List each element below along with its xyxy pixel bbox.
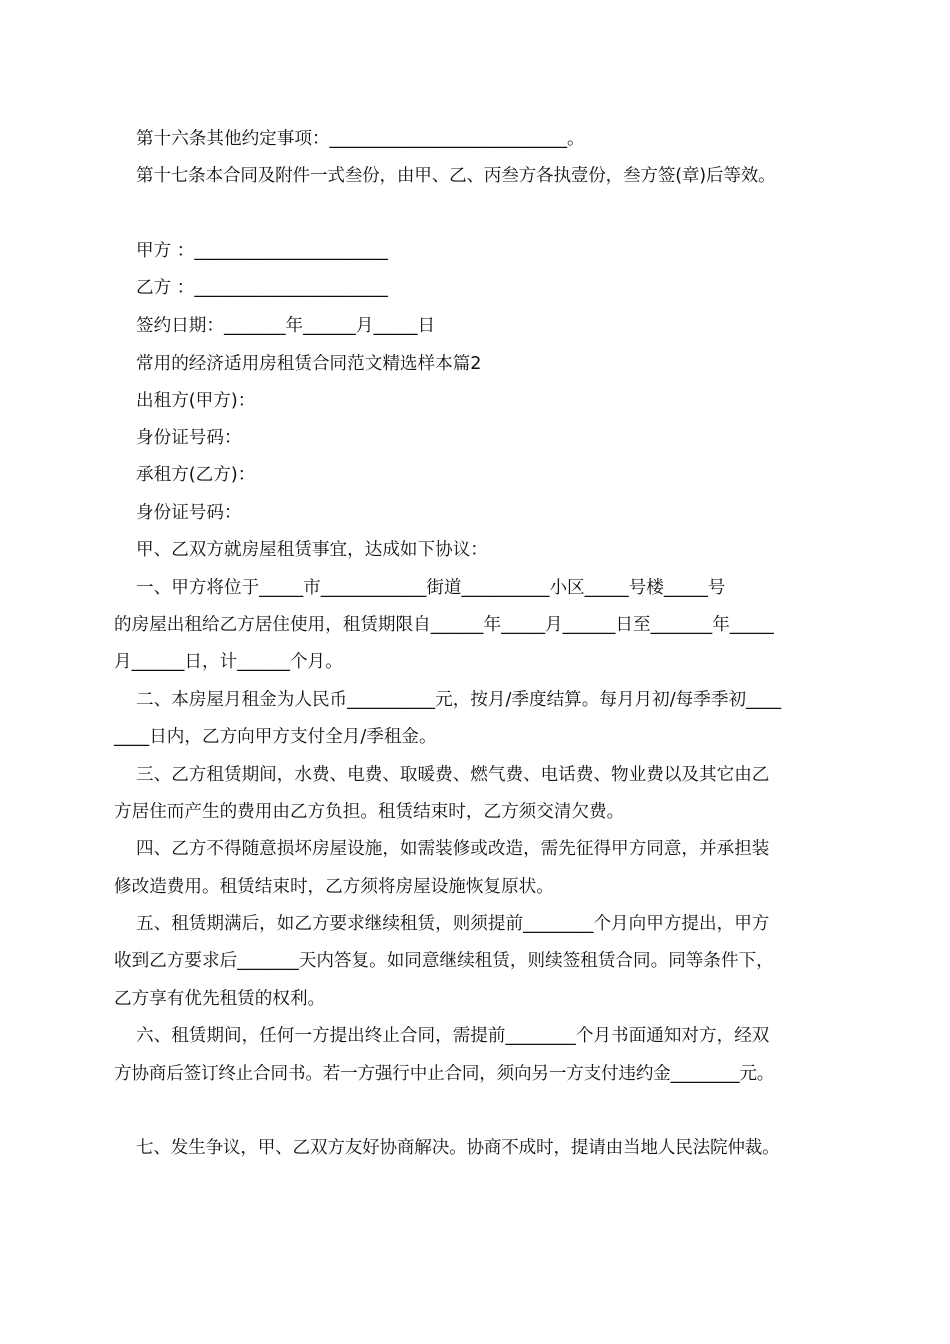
article-6-line-1: 六、租赁期间，任何一方提出终止合同，需提前________个月书面通知对方，经双 xyxy=(136,1026,770,1046)
section-title: 常用的经济适用房租赁合同范文精选样本篇2 xyxy=(136,354,482,374)
lessor-label: 出租方(甲方)： xyxy=(136,391,256,411)
article-4-line-1: 四、乙方不得随意损坏房屋设施，如需装修或改造，需先征得甲方同意，并承担装 xyxy=(136,839,770,859)
article-1-line-3: 月______日，计______个月。 xyxy=(114,652,343,672)
signing-date: 签约日期：_______年______月_____日 xyxy=(136,316,436,336)
article-5-line-2: 收到乙方要求后_______天内答复。如同意继续租赁，则续签租赁合同。同等条件下， xyxy=(114,951,774,971)
article-5-line-3: 乙方享有优先租赁的权利。 xyxy=(114,989,326,1009)
signature-party-b: 乙方 ：______________________ xyxy=(136,278,388,298)
article-1-line-2: 的房屋出租给乙方居住使用，租赁期限自______年_____月______日至_______年_____ xyxy=(114,615,774,635)
article-2-line-1: 二、本房屋月租金为人民币__________元，按月/季度结算。每月月初/每季季初____ xyxy=(136,690,782,710)
agreement-intro: 甲、乙双方就房屋租赁事宜，达成如下协议： xyxy=(136,540,488,560)
clause-16: 第十六条其他约定事项：___________________________。 xyxy=(136,129,585,149)
article-3-line-2: 方居住而产生的费用由乙方负担。租赁结束时，乙方须交清欠费。 xyxy=(114,802,625,822)
article-3-line-1: 三、乙方租赁期间，水费、电费、取暖费、燃气费、电话费、物业费以及其它由乙 xyxy=(136,765,770,785)
lessor-id-label: 身份证号码： xyxy=(136,428,242,448)
lessee-label: 承租方(乙方)： xyxy=(136,465,256,485)
article-2-line-2: ____日内，乙方向甲方支付全月/季租金。 xyxy=(114,727,437,747)
article-5-line-1: 五、租赁期满后，如乙方要求继续租赁，则须提前________个月向甲方提出，甲方 xyxy=(136,914,770,934)
article-4-line-2: 修改造费用。租赁结束时，乙方须将房屋设施恢复原状。 xyxy=(114,877,554,897)
lessee-id-label: 身份证号码： xyxy=(136,503,242,523)
clause-17: 第十七条本合同及附件一式叁份，由甲、乙、丙叁方各执壹份，叁方签(章)后等效。 xyxy=(136,166,776,186)
signature-party-a: 甲方 ：______________________ xyxy=(136,241,388,261)
article-7: 七、发生争议，甲、乙双方友好协商解决。协商不成时，提请由当地人民法院仲裁。 xyxy=(136,1138,780,1158)
article-6-line-2: 方协商后签订终止合同书。若一方强行中止合同，须向另一方支付违约金________元。 xyxy=(114,1064,775,1084)
article-1-line-1: 一、甲方将位于_____市____________街道__________小区_____号楼_____号 xyxy=(136,578,726,598)
